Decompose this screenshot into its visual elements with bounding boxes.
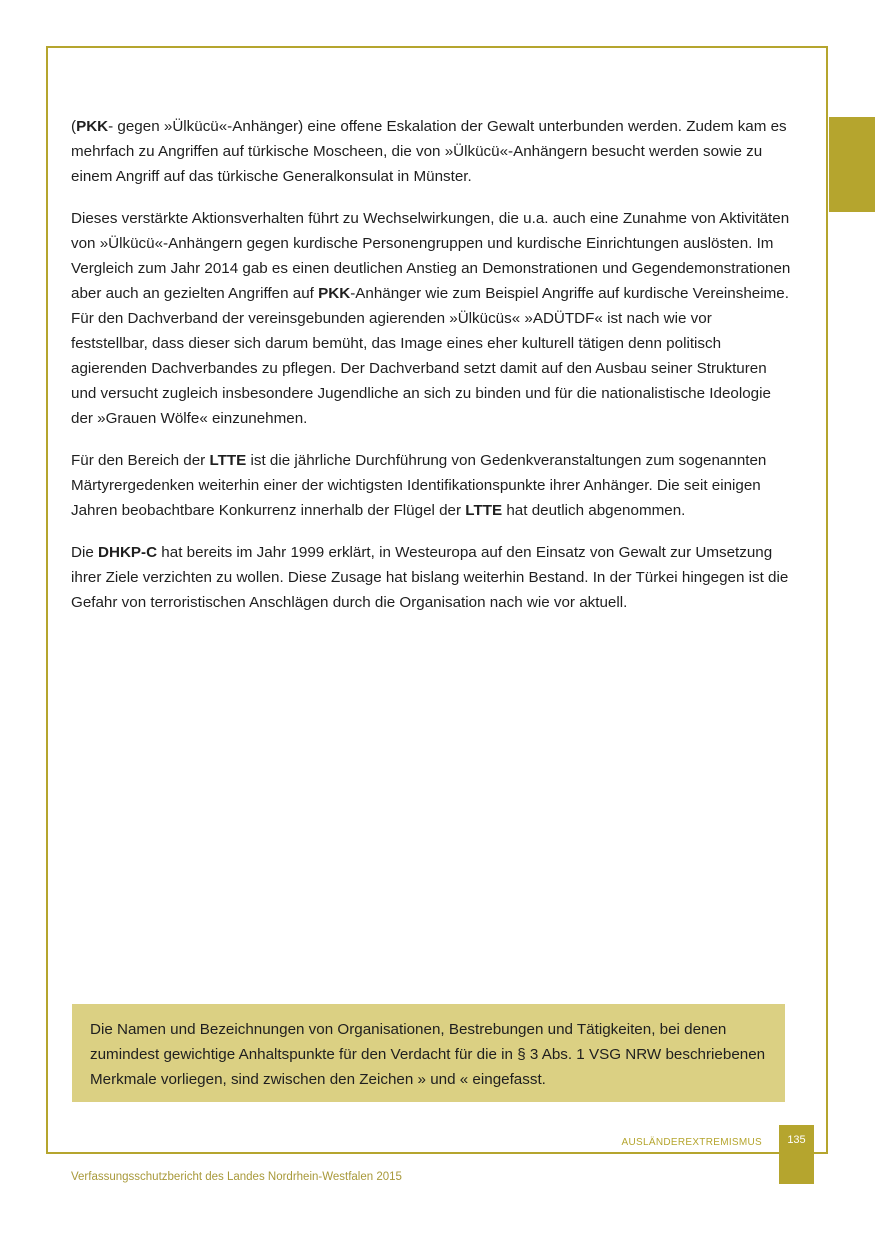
text-run: Für den Bereich der	[71, 452, 210, 469]
footer-publication-title: Verfassungsschutzbericht des Landes Nordrhein-Westfalen 2015	[71, 1171, 402, 1183]
paragraph	[71, 206, 791, 431]
organization-name: LTTE	[465, 502, 503, 519]
text-run: hat bereits im Jahr 1999 erklärt, in Westeuropa auf den Einsatz von Gewalt zur Umsetzung ihrer Ziele verzichten zu wollen. Diese Zusage hat bislang weiterhin Bestand. In der Türkei hingegen ist die Gefahr von terroristischen Anschlägen durch die Organisation nach wie vor aktuell.	[71, 544, 789, 611]
organization-name: DHKP-C	[98, 544, 158, 561]
text-run: Dieses verstärkte Aktionsverhalten führt zu Wechselwirkungen, die u.a. auch eine Zunahme von Aktivitäten von »Ülkücü«-Anhängern gegen kurdische Personengruppen und kurdische Einrichtungen auslösten. Im Vergleich zum Jahr 2014 gab es einen deutlichen Anstieg an Demonstrationen und Gegendemonstrationen aber auch an gezielten Angriffen auf	[71, 210, 791, 302]
text-run: -Anhänger wie zum Beispiel Angriffe auf kurdische Vereinsheime. Für den Dachverband der vereinsgebunden agierenden »Ülkücüs« »ADÜTDF« ist nach wie vor feststellbar, dass dieser sich darum bemüht, das Image eines eher kulturell tätigen denn politisch agierenden Dachverbandes zu pflegen. Der Dachverband setzt damit auf den Ausbau seiner Strukturen und versucht zugleich insbesondere Jugendliche an sich zu binden und für die nationalistische Ideologie der »Grauen Wölfe« einzunehmen.	[71, 285, 789, 427]
text-run: Die	[71, 544, 99, 561]
paragraph	[71, 114, 791, 189]
text-run: ist die jährliche Durchführung von Gedenkveranstaltungen zum sogenannten Märtyrergedenken weiterhin einer der wichtigsten Identifikationspunkte ihrer Anhänger. Die seit einigen Jahren beobachtbare Konkurrenz innerhalb der Flügel der	[71, 452, 767, 519]
text-run: hat deutlich abgenommen.	[502, 502, 686, 519]
notation-note-text: Die Namen und Bezeichnungen von Organisationen, Bestrebungen und Tätigkeiten, bei denen zumindest gewichtige Anhaltspunkte für den Verdacht für die in § 3 Abs. 1 VSG NRW beschriebenen Merkmale vorliegen, sind zwischen den Zeichen » und « eingefasst.	[90, 1021, 766, 1088]
section-label: AUSLÄNDEREXTREMISMUS	[621, 1137, 762, 1148]
text-run: - gegen »Ülkücü«-Anhänger) eine offene Eskalation der Gewalt unterbunden werden. Zudem kam es mehrfach zu Angriffen auf türkische Moscheen, die von »Ülkücü«-Anhängern besucht werden sowie zu einem Angriff auf das türkische Generalkonsulat in Münster.	[71, 118, 787, 185]
organization-name: PKK	[76, 118, 109, 135]
body-text	[71, 114, 791, 632]
paragraph	[71, 448, 791, 523]
notation-note-box	[72, 1004, 785, 1102]
text-run: (	[71, 118, 77, 135]
paragraph	[71, 540, 791, 615]
chapter-side-tab	[829, 117, 875, 212]
page-number: 135	[779, 1125, 814, 1184]
organization-name: LTTE	[209, 452, 247, 469]
organization-name: PKK	[318, 285, 351, 302]
